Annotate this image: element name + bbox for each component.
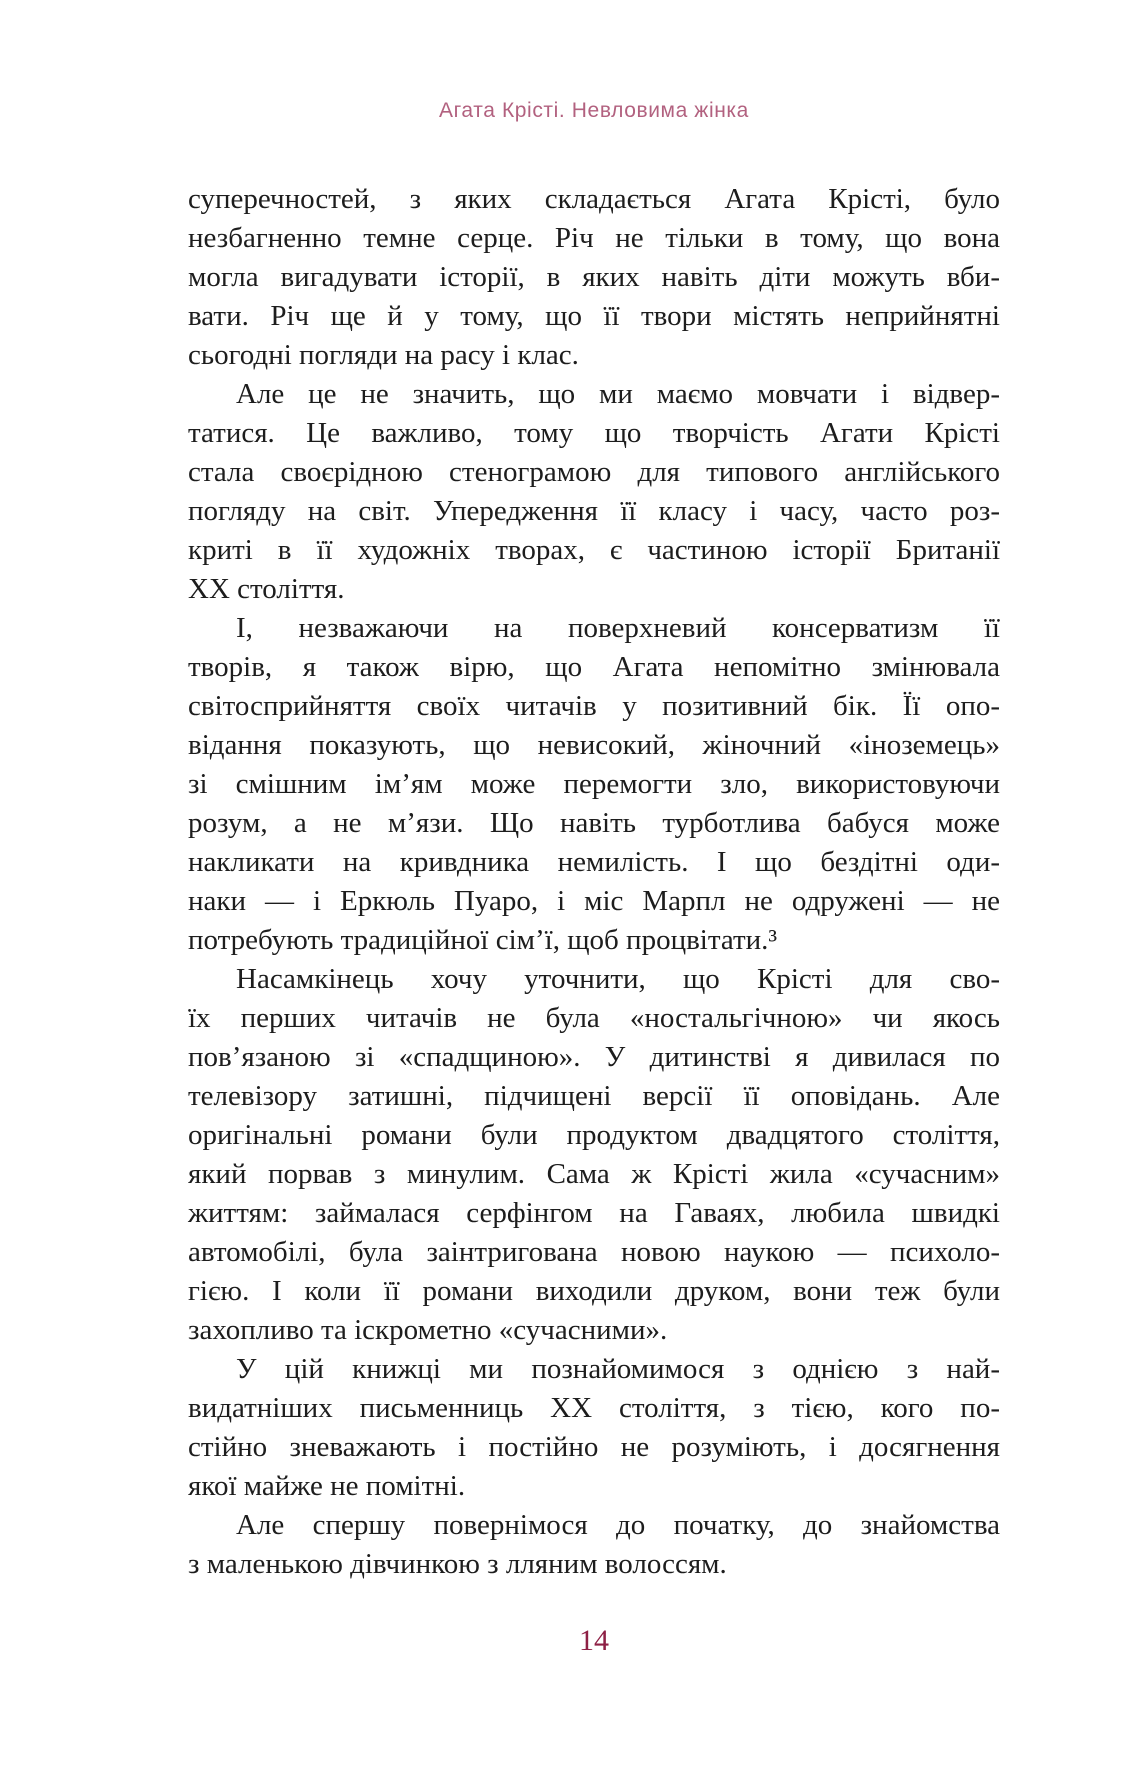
text-line: життям: займалася серфінгом на Гаваях, любила швидкі [188,1197,1000,1229]
paragraph [188,609,1000,960]
text-line: Але це не значить, що ми маємо мовчати і відвер- [236,378,1000,410]
text-line: незбагненно темне серце. Річ не тільки в тому, що вона [188,222,1000,254]
text-line: оригінальні романи були продуктом двадцятого століття, [188,1119,1000,1151]
text-line: сьогодні погляди на расу і клас. [188,339,579,371]
paragraph [188,180,1000,375]
text-line: У цій книжці ми познайомимося з однією з най- [236,1353,1000,1385]
page-number: 14 [579,1624,609,1657]
text-line: Але спершу повернімося до початку, до знайомства [236,1509,1000,1541]
paragraph [188,960,1000,1350]
text-line: могла вигадувати історії, в яких навіть діти можуть вби- [188,261,1000,293]
text-line: гією. І коли її романи виходили друком, вони теж були [188,1275,1000,1307]
text-line: суперечностей, з яких складається Агата Крісті, було [188,183,1000,215]
text-line: їх перших читачів не була «ностальгічною» чи якось [188,1002,1000,1034]
paragraph [188,375,1000,609]
text-line: І, незважаючи на поверхневий консерватизм її [236,612,1000,644]
text-line: накликати на кривдника немилість. І що бездітні оди- [188,846,1000,878]
text-line: татися. Це важливо, тому що творчість Агати Крісті [188,417,1000,449]
paragraph [188,1350,1000,1506]
text-line: пов’язаною зі «спадщиною». У дитинстві я дивилася по [188,1041,1000,1073]
text-line: стійно зневажають і постійно не розуміють, і досягнення [188,1431,1000,1463]
text-line: вати. Річ ще й у тому, що її твори містять неприйнятні [188,300,1000,332]
text-line: автомобілі, була заінтригована новою наукою — психоло- [188,1236,1000,1268]
text-line: криті в її художніх творах, є частиною історії Британії [188,534,1000,566]
body-text [188,180,1000,1584]
text-line: з маленькою дівчинкою з лляним волоссям. [188,1548,727,1580]
text-line: телевізору затишні, підчищені версії її оповідань. Але [188,1080,1000,1112]
text-line: відання показують, що невисокий, жіночний «іноземець» [188,729,1000,761]
text-line: видатніших письменниць ХХ століття, з тією, кого по- [188,1392,1000,1424]
paragraph [188,1506,1000,1584]
text-line: погляду на світ. Упередження її класу і часу, часто роз- [188,495,1000,527]
text-line: розум, а не м’язи. Що навіть турботлива бабуся може [188,807,1000,839]
text-line: наки — і Еркюль Пуаро, і міс Марпл не одружені — не [188,885,1000,917]
text-line: якої майже не помітні. [188,1470,466,1502]
text-line: Насамкінець хочу уточнити, що Крісті для сво- [236,963,1000,995]
text-line: ХХ століття. [188,573,345,605]
text-line: світосприйняття своїх читачів у позитивний бік. Її опо- [188,690,1000,722]
text-line: потребують традиційної сім’ї, щоб процвітати.³ [188,924,778,956]
running-header: Агата Крісті. Невловима жінка [439,99,749,122]
text-line: який порвав з минулим. Сама ж Крісті жила «сучасним» [188,1158,1000,1190]
text-line: зі смішним ім’ям може перемогти зло, використовуючи [188,768,1000,800]
text-line: захопливо та іскрометно «сучасними». [188,1314,668,1346]
text-line: творів, я також вірю, що Агата непомітно змінювала [188,651,1000,683]
text-line: стала своєрідною стенограмою для типового англійського [188,456,1000,488]
